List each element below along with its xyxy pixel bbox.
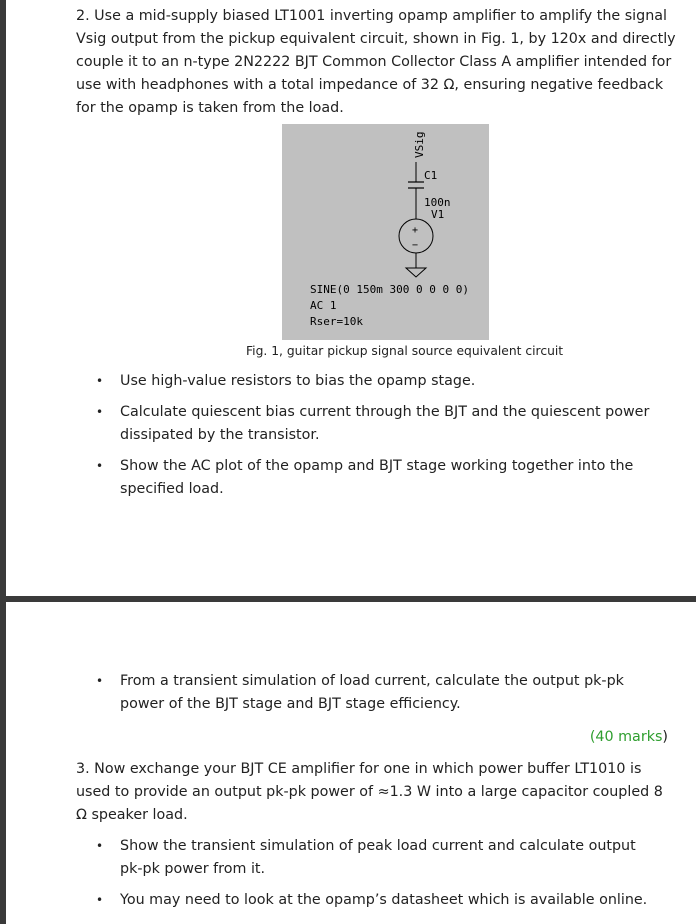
list-item <box>96 455 656 501</box>
question-3-text: 3. Now exchange your BJT CE amplifier for one in which power buffer LT1010 is used to provide an output pk-pk power of ≈1.3 W into a large capacitor coupled 8 Ω speaker load. <box>76 761 663 823</box>
figure-1-circuit <box>282 124 489 340</box>
cap-value-label: 100n <box>424 196 451 209</box>
list-item <box>96 670 656 716</box>
figure-1-caption: Fig. 1, guitar pickup signal source equivalent circuit <box>246 344 564 358</box>
marks-label <box>590 726 668 749</box>
list-item <box>96 889 656 912</box>
list-item-text: Show the transient simulation of peak load current and calculate output pk-pk power from it. <box>120 838 636 877</box>
bullet-marker: • <box>96 674 104 688</box>
net-label-vsig: VSig <box>413 131 426 158</box>
marks-close-paren: ) <box>662 729 668 745</box>
bullet-marker: • <box>96 374 104 388</box>
ground-icon <box>406 268 426 277</box>
bullet-marker: • <box>96 405 104 419</box>
source-minus-sign: − <box>412 240 419 251</box>
list-item <box>96 835 656 881</box>
bullet-marker: • <box>96 893 104 907</box>
list-item-text: Calculate quiescent bias current through the BJT and the quiescent power dissipated by the transistor. <box>120 404 650 443</box>
circuit-schematic <box>282 124 489 340</box>
list-item <box>96 370 656 393</box>
cap-name-label: C1 <box>424 169 438 182</box>
bullet-marker: • <box>96 839 104 853</box>
source-name-label: V1 <box>431 208 445 221</box>
spice-line-3: Rser=10k <box>310 315 363 328</box>
list-item <box>96 401 656 447</box>
list-item-text: From a transient simulation of load current, calculate the output pk-pk power of the BJT stage and BJT stage efficiency. <box>120 673 624 712</box>
bullet-marker: • <box>96 459 104 473</box>
marks-value: (40 marks <box>589 729 663 745</box>
question-2-text: 2. Use a mid-supply biased LT1001 inverting opamp amplifier to amplify the signal Vsig output from the pickup equivalent circuit, shown in Fig. 1, by 120x and directly couple it to an n-type 2N2222 BJT Common Collector Class A amplifier intended for use with headphones with a total impedance of 32 Ω, ensuring negative feedback for the opamp is taken from the load. <box>76 8 676 116</box>
list-item-text: You may need to look at the opamp’s datasheet which is available online. <box>120 892 648 908</box>
spice-line-1: SINE(0 150m 300 0 0 0 0) <box>310 283 469 296</box>
spice-line-2: AC 1 <box>310 299 337 312</box>
list-item-text: Use high-value resistors to bias the opamp stage. <box>120 373 476 389</box>
source-plus-sign: + <box>412 225 419 236</box>
list-item-text: Show the AC plot of the opamp and BJT stage working together into the specified load. <box>120 458 634 497</box>
